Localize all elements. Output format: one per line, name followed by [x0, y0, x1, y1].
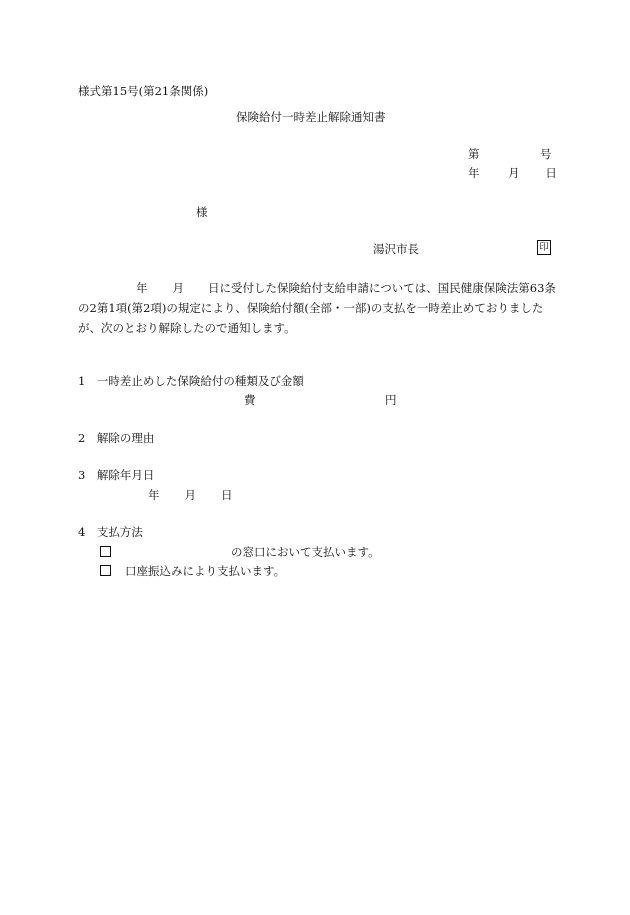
document-title: 保険給付一時差止解除通知書: [236, 110, 386, 124]
section-2-heading: 2 解除の理由: [78, 431, 155, 445]
issuer-name: 湯沢市長: [373, 242, 419, 256]
section-3-date: [148, 488, 233, 502]
issue-date-month: 月: [508, 166, 520, 180]
section-4-heading: 4 支払方法: [78, 525, 143, 539]
issue-date: [468, 166, 557, 180]
section-1-heading: 1 一時差止めした保険給付の種類及び金額: [78, 374, 304, 388]
number-suffix: 号: [540, 147, 552, 161]
section-1-fee-label: 費: [244, 393, 256, 407]
checkbox-window[interactable]: [100, 546, 111, 557]
issue-date-year: 年: [468, 166, 480, 180]
payment-option-window-label: の窓口において支払います。: [231, 545, 380, 559]
number-prefix: 第: [468, 147, 480, 161]
section-3-heading: 3 解除年月日: [78, 468, 155, 482]
payment-option-transfer[interactable]: [100, 564, 285, 578]
section-1-yen-label: 円: [385, 393, 397, 407]
addressee-honorific: 様: [196, 205, 208, 219]
seal-mark: 印: [537, 240, 551, 255]
release-day: 日: [221, 488, 233, 502]
body-month: 月: [172, 281, 184, 295]
checkbox-transfer[interactable]: [100, 565, 111, 576]
payment-option-window[interactable]: [100, 545, 380, 559]
release-month: 月: [184, 488, 196, 502]
body-text: 日に受付した保険給付支給申請については、国民健康保険法第63条の2第1項(第2項)の規定により、保険給付額(全部・一部)の支払を一時差止めておりましたが、次のとおり解除したので通知します。: [78, 281, 556, 335]
release-year: 年: [148, 488, 160, 502]
issue-date-day: 日: [545, 166, 557, 180]
payment-option-transfer-label: 口座振込みにより支払います。: [125, 564, 286, 578]
body-paragraph: [78, 278, 556, 338]
form-code: 様式第15号(第21条関係): [78, 84, 209, 98]
body-year: 年: [136, 281, 148, 295]
